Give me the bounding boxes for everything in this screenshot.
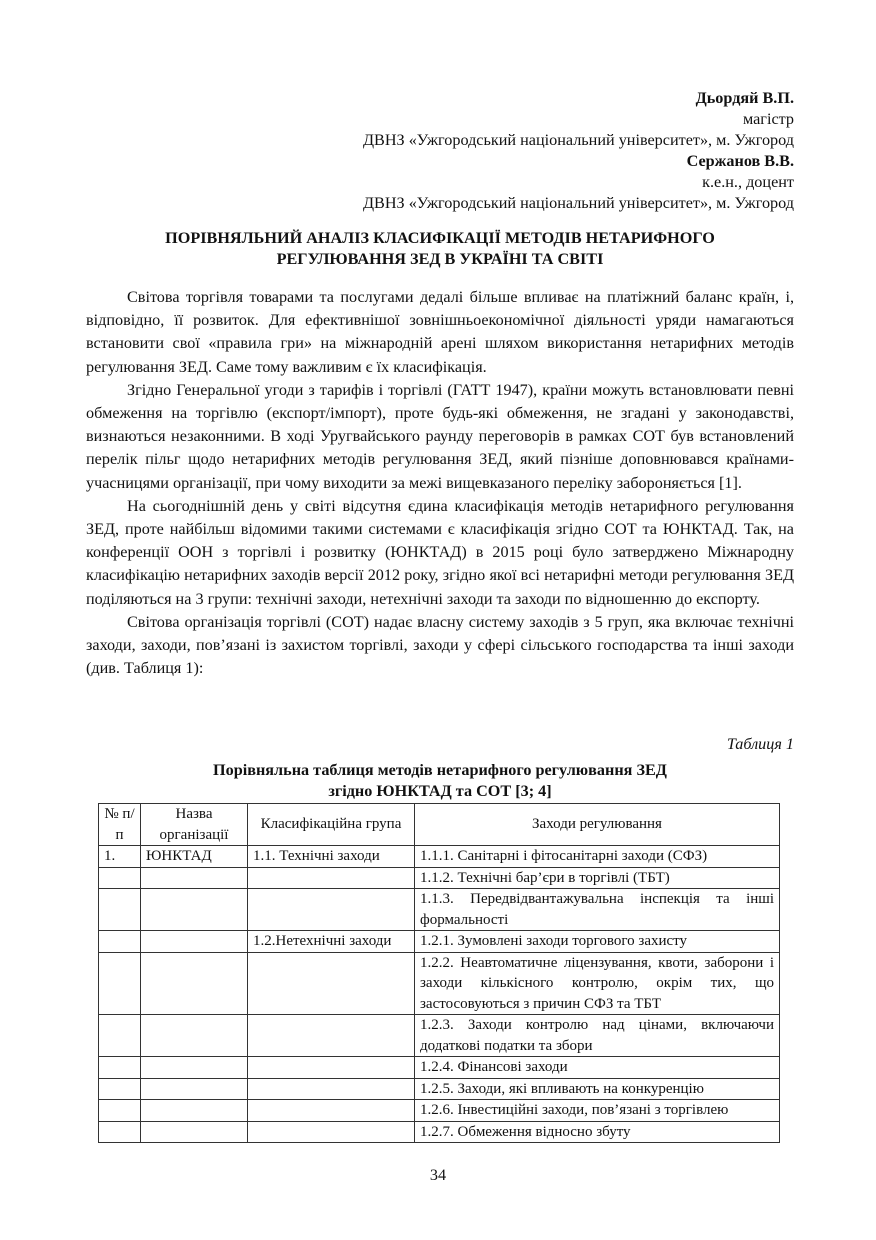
paragraph: Згідно Генеральної угоди з тарифів і торгівлі (ГАТТ 1947), країни можуть встановлювати певні обмеження на торгівлю (експорт/імпорт), проте будь-які обмеження, не згадані у законодавстві, визнаються незаконними. В ході Уругвайського раунду переговорів в рамках СОТ був встановлений перелік пільг щодо нетарифних методів регулювання ЗЕД, який пізніше доповнювався країнами-учасницями організації, при чому виходити за межі вищевказаного переліку забороняється [1]. (86, 380, 794, 492)
header-org: Назва організації (141, 804, 248, 846)
author-affiliation: ДВНЗ «Ужгородський національний університет», м. Ужгород (363, 131, 794, 149)
cell-measure: 1.1.1. Санітарні і фітосанітарні заходи (СФЗ) (415, 846, 780, 868)
cell-org (141, 931, 248, 953)
cell-group (248, 867, 415, 889)
article-title (90, 228, 790, 270)
paragraph: Світова торгівля товарами та послугами дедалі більше впливає на платіжний баланс країн, і, відповідно, її розвиток. Для ефективнішої зовнішньоекономічної діяльності уряди намагаються встановити свої «правила гри» на міжнародній арені шляхом використання нетарифних методів регулювання ЗЕД. Саме тому важливим є їх класифікація. (86, 288, 794, 376)
header-measures: Заходи регулювання (415, 804, 780, 846)
table-row (99, 846, 780, 868)
table-title (90, 760, 790, 802)
cell-org (141, 1100, 248, 1122)
cell-measure: 1.2.4. Фінансові заходи (415, 1057, 780, 1079)
cell-org (141, 1015, 248, 1057)
cell-num: 1. (99, 846, 141, 868)
cell-org: ЮНКТАД (141, 846, 248, 868)
title-line: РЕГУЛЮВАННЯ ЗЕД В УКРАЇНІ ТА СВІТІ (276, 250, 604, 268)
regulation-table (98, 803, 780, 1143)
cell-measure: 1.1.3. Передвідвантажувальна інспекція та інші формальності (415, 889, 780, 931)
cell-group (248, 1057, 415, 1079)
page-number: 34 (429, 1166, 447, 1184)
table-header-row (99, 804, 780, 846)
title-line: ПОРІВНЯЛЬНИЙ АНАЛІЗ КЛАСИФІКАЦІЇ МЕТОДІВ НЕТАРИФНОГО (165, 229, 715, 247)
cell-num (99, 889, 141, 931)
paragraph: На сьогоднішній день у світі відсутня єдина класифікація методів нетарифного регулювання ЗЕД, проте найбільш відомими такими системами є класифікація згідно СОТ та ЮНКТАД. Так, на конференції ООН з торгівлі і розвитку (ЮНКТАД) в 2015 році було затверджено Міжнародну класифікацію нетарифних заходів версії 2012 року, згідно якої всі нетарифні методи регулювання ЗЕД поділяються на 3 групи: технічні заходи, нетехнічні заходи та заходи по відношенню до експорту. (86, 496, 794, 608)
cell-group (248, 1100, 415, 1122)
cell-group: 1.1. Технічні заходи (248, 846, 415, 868)
cell-group (248, 1015, 415, 1057)
cell-org (141, 1121, 248, 1143)
table-row (99, 952, 780, 1015)
table-row (99, 1121, 780, 1143)
table-row (99, 1078, 780, 1100)
cell-org (141, 952, 248, 1015)
cell-num (99, 1015, 141, 1057)
author-position: к.е.н., доцент (702, 173, 794, 191)
cell-measure: 1.2.1. Зумовлені заходи торгового захисту (415, 931, 780, 953)
cell-num (99, 952, 141, 1015)
table-row (99, 1057, 780, 1079)
cell-measure: 1.2.2. Неавтоматичне ліцензування, квоти, заборони і заходи кількісного контролю, окрім тих, що застосовуються з причин СФЗ та ТБТ (415, 952, 780, 1015)
author-affiliation: ДВНЗ «Ужгородський національний університет», м. Ужгород (363, 194, 794, 212)
cell-group (248, 889, 415, 931)
paragraph: Світова організація торгівлі (СОТ) надає власну систему заходів з 5 груп, яка включає технічні заходи, заходи, пов’язані із захистом торгівлі, заходи у сфері сільського господарства та інші заходи (див. Таблиця 1): (86, 612, 794, 678)
cell-measure: 1.2.3. Заходи контролю над цінами, включаючи додаткові податки та збори (415, 1015, 780, 1057)
header-num: № п/п (99, 804, 141, 846)
cell-measure: 1.1.2. Технічні бар’єри в торгівлі (ТБТ) (415, 867, 780, 889)
table-title-line: Порівняльна таблиця методів нетарифного регулювання ЗЕД (213, 761, 667, 779)
author-block (300, 88, 794, 214)
table-row (99, 867, 780, 889)
cell-measure: 1.2.7. Обмеження відносно збуту (415, 1121, 780, 1143)
cell-org (141, 1057, 248, 1079)
header-group: Класифікаційна група (248, 804, 415, 846)
table-row (99, 889, 780, 931)
table-label: Таблиця 1 (726, 735, 794, 753)
cell-measure: 1.2.6. Інвестиційні заходи, пов’язані з торгівлею (415, 1100, 780, 1122)
cell-org (141, 889, 248, 931)
cell-group: 1.2.Нетехнічні заходи (248, 931, 415, 953)
cell-measure: 1.2.5. Заходи, які впливають на конкуренцію (415, 1078, 780, 1100)
table-title-line: згідно ЮНКТАД та СОТ [3; 4] (328, 782, 552, 800)
cell-num (99, 1100, 141, 1122)
cell-group (248, 1078, 415, 1100)
table-row (99, 1100, 780, 1122)
cell-org (141, 867, 248, 889)
table-row (99, 931, 780, 953)
author-position: магістр (742, 110, 794, 128)
cell-num (99, 931, 141, 953)
table-row (99, 1015, 780, 1057)
cell-num (99, 1121, 141, 1143)
author-name: Дьордяй В.П. (695, 89, 794, 107)
cell-group (248, 1121, 415, 1143)
author-name: Сержанов В.В. (686, 152, 794, 170)
cell-group (248, 952, 415, 1015)
cell-num (99, 1057, 141, 1079)
cell-num (99, 867, 141, 889)
article-body (86, 286, 794, 680)
cell-org (141, 1078, 248, 1100)
cell-num (99, 1078, 141, 1100)
